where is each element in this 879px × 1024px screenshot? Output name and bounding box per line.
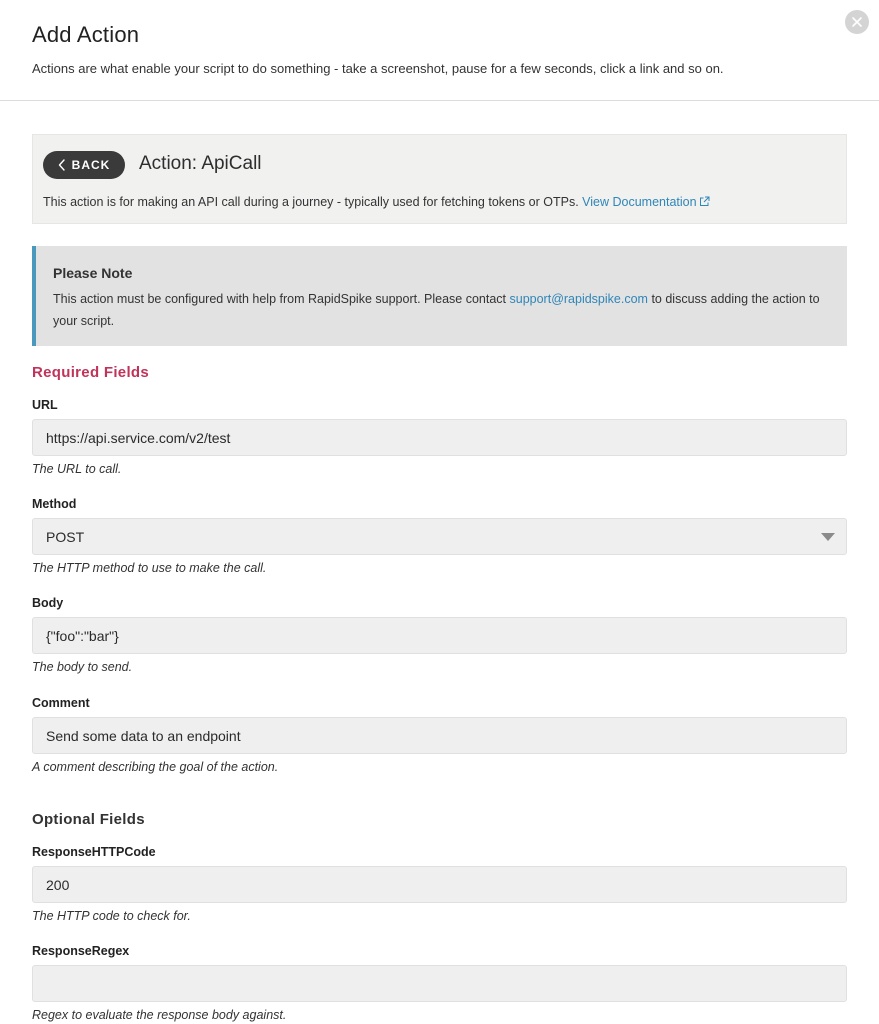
back-button[interactable] bbox=[43, 151, 125, 179]
caret-down-icon bbox=[820, 532, 836, 542]
response-regex-label: ResponseRegex bbox=[32, 944, 130, 958]
back-button-label: BACK bbox=[71, 158, 111, 172]
comment-label: Comment bbox=[32, 696, 90, 710]
method-select-value: POST bbox=[46, 528, 85, 545]
response-http-code-input[interactable]: 200 bbox=[32, 866, 847, 903]
response-regex-input[interactable] bbox=[32, 965, 847, 1002]
action-panel bbox=[32, 134, 847, 224]
external-link-icon bbox=[699, 196, 710, 207]
required-fields-heading: Required Fields bbox=[32, 364, 150, 381]
optional-fields-heading: Optional Fields bbox=[32, 811, 145, 828]
action-description-text: This action is for making an API call during a journey - typically used for fetching tokens or OTPs. bbox=[43, 195, 579, 209]
modal-title: Add Action bbox=[32, 22, 140, 47]
note-text-after: to discuss adding the action to your script. bbox=[53, 292, 820, 328]
body-label: Body bbox=[32, 596, 64, 610]
body-help: The body to send. bbox=[32, 660, 133, 674]
comment-input[interactable]: Send some data to an endpoint bbox=[32, 717, 847, 754]
note-box bbox=[32, 246, 847, 346]
view-documentation-label: View Documentation bbox=[582, 195, 697, 209]
chevron-left-icon bbox=[58, 159, 66, 171]
support-email-link[interactable]: support@rapidspike.com bbox=[509, 292, 648, 306]
method-help: The HTTP method to use to make the call. bbox=[32, 561, 267, 575]
comment-help: A comment describing the goal of the action. bbox=[32, 760, 279, 774]
view-documentation-link[interactable] bbox=[582, 195, 709, 209]
note-text-before: This action must be configured with help from RapidSpike support. Please contact bbox=[53, 292, 507, 306]
close-button[interactable] bbox=[845, 10, 869, 34]
action-description bbox=[43, 195, 710, 209]
note-title: Please Note bbox=[53, 265, 133, 281]
method-label: Method bbox=[32, 497, 77, 511]
method-select[interactable] bbox=[32, 518, 847, 555]
response-http-code-label: ResponseHTTPCode bbox=[32, 845, 156, 859]
close-icon bbox=[851, 16, 863, 28]
action-title: Action: ApiCall bbox=[139, 153, 262, 174]
note-text bbox=[53, 288, 838, 332]
response-http-code-help: The HTTP code to check for. bbox=[32, 909, 191, 923]
body-input[interactable]: {"foo":"bar"} bbox=[32, 617, 847, 654]
url-label: URL bbox=[32, 398, 58, 412]
modal-header bbox=[0, 0, 879, 101]
modal-subtitle: Actions are what enable your script to do something - take a screenshot, pause for a few seconds, click a link and so on. bbox=[32, 61, 724, 76]
url-help: The URL to call. bbox=[32, 462, 122, 476]
url-input[interactable]: https://api.service.com/v2/test bbox=[32, 419, 847, 456]
response-regex-help: Regex to evaluate the response body against. bbox=[32, 1008, 287, 1022]
